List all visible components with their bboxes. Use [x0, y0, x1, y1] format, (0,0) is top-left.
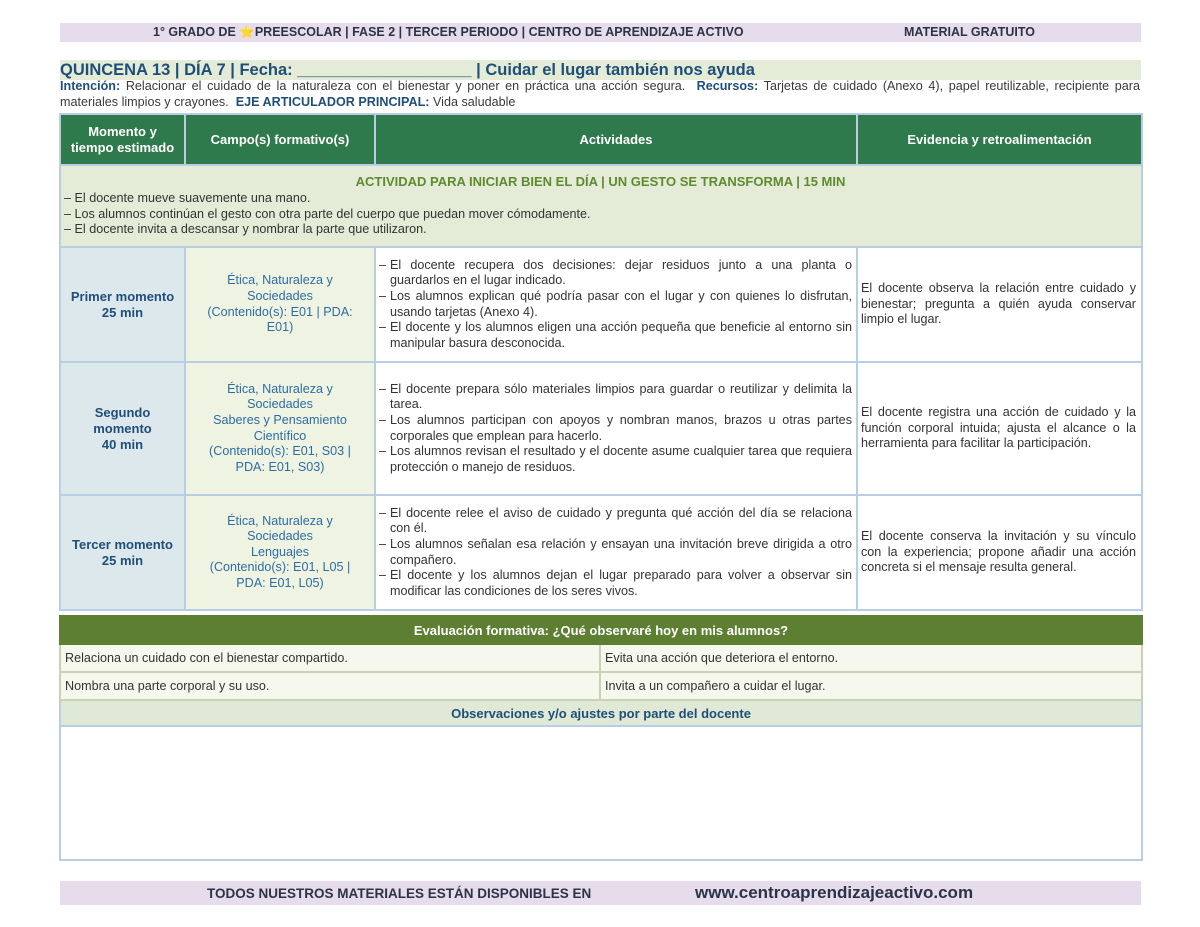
actividades-cell: [375, 495, 857, 610]
footer-band: [60, 881, 1141, 905]
activity-item: – El docente recupera dos decisiones: dejar residuos junto a una planta o guardarlos en el lugar indicado.: [379, 258, 852, 289]
actividades-cell: [375, 247, 857, 362]
activity-item: – El docente y los alumnos dejan el lugar preparado para volver a observar sin modificar las condiciones de los seres vivos.: [379, 568, 852, 599]
momento-cell: [60, 495, 185, 610]
evaluation-item: Relaciona un cuidado con el bienestar compartido.: [60, 644, 600, 672]
activity-item: – Los alumnos participan con apoyos y nombran manos, brazos u otras partes corporales que emplean para hacerlo.: [379, 413, 852, 444]
footer-text: TODOS NUESTROS MATERIALES ESTÁN DISPONIBLES EN: [207, 886, 592, 901]
activity-item: – Los alumnos explican qué podría pasar con el lugar y con quienes lo disfrutan, usando tarjetas (Anexo 4).: [379, 289, 852, 320]
recursos-label: Recursos:: [696, 79, 759, 93]
campo-line: Saberes y Pensamiento Científico: [213, 412, 347, 443]
star-icon: ⭐: [239, 25, 255, 39]
header-free-material: MATERIAL GRATUITO: [904, 25, 1036, 39]
opening-title: ACTIVIDAD PARA INICIAR BIEN EL DÍA | UN GESTO SE TRANSFORMA | 15 MIN: [355, 174, 846, 189]
opening-line: – Los alumnos continúan el gesto con otra parte del cuerpo que puedan mover cómodamente.: [64, 206, 591, 221]
evaluation-table: [59, 615, 1143, 861]
momento-cell: [60, 362, 185, 495]
evidencia-cell: El docente registra una acción de cuidado y la función corporal intuida; ajusta el alcance o la herramienta para facilitar la participación.: [857, 362, 1142, 495]
campo-line: Ética, Naturaleza y Sociedades: [227, 273, 333, 303]
opening-row: [60, 165, 1142, 247]
header-band: [60, 23, 1141, 42]
campo-line: (Contenido(s): E01 | PDA: E01): [207, 304, 353, 335]
table-row: [60, 247, 1142, 362]
evaluation-item: Nombra una parte corporal y su uso.: [60, 672, 600, 700]
momento-time: 25 min: [101, 304, 144, 320]
table-row: [60, 362, 1142, 495]
header-campo: Campo(s) formativo(s): [185, 114, 375, 165]
evaluation-item: Evita una acción que deteriora el entorno.: [600, 644, 1142, 672]
momento-cell: [60, 247, 185, 362]
table-header-row: [60, 114, 1142, 165]
activity-item: – Los alumnos señalan esa relación y ensayan una invitación breve dirigida a otro compañero.: [379, 537, 852, 568]
evidencia-cell: El docente observa la relación entre cuidado y bienestar; pregunta a quién ayuda conservar limpio el lugar.: [857, 247, 1142, 362]
activity-item: – Los alumnos revisan el resultado y el docente asume cualquier tarea que requiera protección o manejo de residuos.: [379, 444, 852, 475]
opening-line: – El docente invita a descansar y nombrar la parte que utilizaron.: [64, 222, 427, 236]
campo-cell: [185, 247, 375, 362]
footer-url-link[interactable]: www.centroaprendizajeactivo.com: [695, 883, 974, 902]
momento-name: Segundo momento: [93, 404, 152, 436]
campo-line: Ética, Naturaleza y Sociedades: [227, 381, 333, 412]
activity-item: – El docente relee el aviso de cuidado y pregunta qué acción del día se relaciona con él.: [379, 506, 852, 537]
activity-item: – El docente y los alumnos eligen una acción pequeña que beneficie al entorno sin manipular basura desconocida.: [379, 320, 852, 351]
campo-line: (Contenido(s): E01, L05 | PDA: E01, L05): [209, 560, 351, 590]
eje-text: Vida saludable: [429, 94, 516, 109]
opening-activity: [60, 165, 1142, 247]
observations-title: Observaciones y/o ajustes por parte del docente: [60, 700, 1142, 726]
campo-line: (Contenido(s): E01, S03 | PDA: E01, S03): [209, 444, 351, 474]
evidencia-cell: El docente conserva la invitación y su vínculo con la experiencia; propone añadir una acción concreta si el mensaje resulta general.: [857, 495, 1142, 610]
header-actividades: Actividades: [375, 114, 857, 165]
observations-area[interactable]: [60, 726, 1142, 860]
lesson-table: [59, 113, 1143, 611]
momento-time: 25 min: [101, 552, 144, 568]
intent-paragraph: [60, 79, 1140, 110]
campo-line: Lenguajes: [250, 544, 310, 559]
evaluation-item: Invita a un compañero a cuidar el lugar.: [600, 672, 1142, 700]
header-momento: Momento y tiempo estimado: [60, 114, 185, 165]
header-evidencia: Evidencia y retroalimentación: [857, 114, 1142, 165]
intencion-label: Intención:: [60, 79, 121, 93]
opening-line: – El docente mueve suavemente una mano.: [64, 191, 311, 205]
intencion-text: Relacionar el cuidado de la naturaleza con el bienestar y poner en práctica una acción segura.: [120, 79, 686, 93]
campo-line: Ética, Naturaleza y Sociedades: [227, 513, 333, 544]
recursos-text: Tarjetas de cuidado (Anexo 4), papel reutilizable, recipiente para materiales limpios y crayones.: [60, 79, 1141, 109]
momento-name: Primer momento: [70, 288, 175, 304]
actividades-cell: [375, 362, 857, 495]
activity-item: – El docente prepara sólo materiales limpios para guardar o reutilizar y delimita la tarea.: [379, 382, 852, 413]
page-title: QUINCENA 13 | DÍA 7 | Fecha: ___________________ | Cuidar el lugar también nos ayuda: [60, 61, 755, 79]
table-row: [60, 495, 1142, 610]
campo-cell: [185, 362, 375, 495]
evaluation-title: Evaluación formativa: ¿Qué observaré hoy en mis alumnos?: [60, 616, 1142, 644]
momento-time: 40 min: [101, 436, 144, 452]
eje-label: EJE ARTICULADOR PRINCIPAL:: [235, 94, 430, 109]
momento-name: Tercer momento: [72, 536, 173, 552]
campo-cell: [185, 495, 375, 610]
header-info: 1° GRADO DE ⭐PREESCOLAR | FASE 2 | TERCER PERIODO | CENTRO DE APRENDIZAJE ACTIVO: [153, 25, 744, 39]
title-band: [60, 60, 1141, 80]
